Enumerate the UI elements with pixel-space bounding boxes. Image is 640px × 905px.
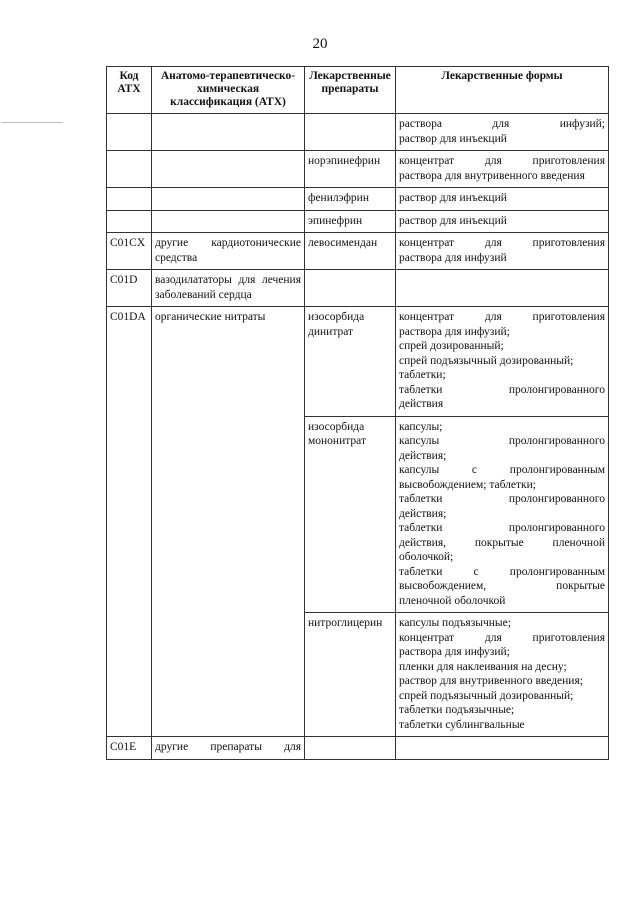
form-line: таблетки пролонгированного [399,522,605,534]
cell-drug: нитроглицерин [305,613,396,737]
form-line: действия, покрытые пленочной [399,536,605,549]
atx-table [106,66,609,760]
form-line: таблетки сублингвальные [399,718,525,731]
cell-code [107,151,152,188]
cell-class: органические нитраты [152,307,305,737]
form-line: раствора для инфузий; [399,325,510,338]
form-line: капсулы подъязычные; [399,617,511,629]
cell-code: C01DA [107,307,152,737]
scan-mark [2,122,62,123]
form-line: раствор для инъекций [399,214,507,227]
header-drugs: Лекарственные препараты [305,67,396,114]
form-line: раствор для инъекций [399,132,507,145]
form-line: таблетки пролонгированного [399,383,605,396]
cell-forms [396,188,609,211]
cell-forms [396,307,609,417]
form-line: концентрат для приготовления [399,631,605,644]
cell-code [107,114,152,151]
cell-class: другие кардиотонические средства [152,233,305,270]
form-line: высвобождением; таблетки; [399,478,536,491]
form-line: раствора для инфузий; [399,646,510,658]
table-row [107,307,609,417]
cell-class [152,188,305,211]
table-row [107,233,609,270]
cell-code: C01E [107,737,152,760]
cell-code [107,188,152,211]
form-line: концентрат для приготовления [399,237,605,249]
header-code: Код АТХ [107,67,152,114]
cell-code: C01CX [107,233,152,270]
cell-drug [305,114,396,151]
form-line: оболочкой; [399,551,454,563]
form-line: раствора для внутривенного введения [399,169,585,182]
cell-class [152,737,305,760]
form-line: капсулы пролонгированного [399,435,605,447]
cell-forms [396,233,609,270]
form-line: действия [399,398,444,410]
form-line: раствор для инъекций [399,192,507,204]
cell-forms [396,270,609,307]
form-line: концентрат для приготовления [399,311,605,323]
form-line: капсулы с пролонгированным [399,464,605,476]
cell-forms [396,210,609,233]
cell-class: вазодилататоры для лечения заболеваний сердца [152,270,305,307]
table-row [107,188,609,211]
table-row [107,151,609,188]
cell-forms [396,114,609,151]
form-line: раствор для внутривенного введения; [399,675,583,687]
cell-drug: изосорбида мононитрат [305,416,396,613]
header-forms: Лекарственные формы [396,67,609,114]
form-line: таблетки подъязычные; [399,704,515,716]
page-number: 20 [312,36,328,52]
cell-drug: норэпинефрин [305,151,396,188]
table-row [107,270,609,307]
form-line: раствора для инфузий; [399,118,605,130]
cell-forms [396,151,609,188]
form-line: высвобождением, покрытые [399,580,605,592]
cell-drug: эпинефрин [305,210,396,233]
form-line: таблетки пролонгированного [399,493,605,505]
cell-drug: изосорбида динитрат [305,307,396,417]
table-row [107,210,609,233]
cell-code [107,210,152,233]
header-classification: Анатомо-терапевтическо-химическая классификация (АТХ) [152,67,305,114]
table-header-row [107,67,609,114]
cell-class [152,114,305,151]
form-line: концентрат для приготовления [399,155,605,167]
class-line: другие препараты для [155,741,301,753]
form-line: действия; [399,449,447,462]
form-line: действия; [399,507,447,520]
form-line: раствора для инфузий [399,251,507,264]
form-line: таблетки; [399,369,446,381]
cell-drug: левосимендан [305,233,396,270]
cell-drug [305,737,396,760]
cell-class [152,151,305,188]
form-line: пленки для наклеивания на десну; [399,660,567,673]
form-line: капсулы; [399,420,443,433]
cell-forms [396,416,609,613]
table-row [107,737,609,760]
form-line: спрей дозированный; [399,340,504,352]
cell-drug: фенилэфрин [305,188,396,211]
cell-drug [305,270,396,307]
form-line: таблетки с пролонгированным [399,565,605,578]
cell-forms [396,613,609,737]
cell-code: C01D [107,270,152,307]
table-row [107,114,609,151]
form-line: пленочной оболочкой [399,594,506,607]
cell-forms [396,737,609,760]
cell-class [152,210,305,233]
form-line: спрей подъязычный дозированный; [399,354,574,367]
form-line: спрей подъязычный дозированный; [399,689,574,702]
